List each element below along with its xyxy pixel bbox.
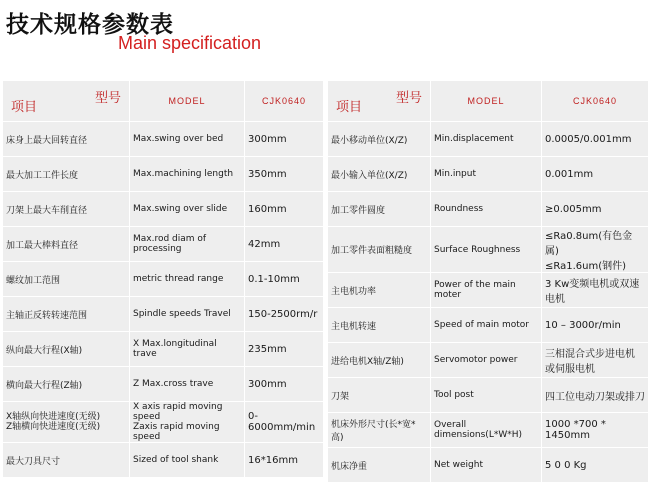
spec-name-cn-line2: Z轴横向快进速度(无级) bbox=[6, 422, 101, 432]
spec-name-en: Sized of tool shank bbox=[130, 443, 245, 478]
header-model-number: CJK0640 bbox=[542, 81, 649, 122]
spec-name-cn: 机床外形尺寸(长*宽*高) bbox=[328, 413, 431, 448]
table-row bbox=[328, 227, 649, 273]
page-title-en: Main specification bbox=[118, 33, 262, 53]
spec-name-en bbox=[130, 402, 245, 443]
spec-name-en: Min.displacement bbox=[431, 122, 542, 157]
spec-name-cn: 加工零件圆度 bbox=[328, 192, 431, 227]
spec-name-en: Speed of main motor bbox=[431, 308, 542, 343]
spec-value: 42mm bbox=[245, 227, 324, 262]
spec-value: 160mm bbox=[245, 192, 324, 227]
table-header-row bbox=[3, 81, 324, 122]
spec-table-left bbox=[2, 80, 324, 478]
table-row bbox=[328, 448, 649, 483]
header-model-number: CJK0640 bbox=[245, 81, 324, 122]
header-item-label: 项目 bbox=[11, 100, 38, 115]
spec-name-cn: 最大加工工件长度 bbox=[3, 157, 130, 192]
spec-name-en: Max.swing over slide bbox=[130, 192, 245, 227]
table-row bbox=[328, 192, 649, 227]
header-model-cn: 型号 bbox=[94, 91, 121, 106]
spec-name-en: metric thread range bbox=[130, 262, 245, 297]
header-item-label: 项目 bbox=[336, 100, 363, 115]
spec-name-en: Min.input bbox=[431, 157, 542, 192]
spec-name-cn: 机床净重 bbox=[328, 448, 431, 483]
spec-value: 3 Kw变频电机或双速电机 bbox=[542, 273, 649, 308]
table-row bbox=[3, 227, 324, 262]
spec-value: 10 – 3000r/min bbox=[542, 308, 649, 343]
spec-name-en: Overall dimensions(L*W*H) bbox=[431, 413, 542, 448]
table-header-row bbox=[328, 81, 649, 122]
spec-value: 四工位电动刀架或排刀 bbox=[542, 378, 649, 413]
table-row bbox=[3, 262, 324, 297]
spec-name-cn: 主电机转速 bbox=[328, 308, 431, 343]
spec-value: 0.0005/0.001mm bbox=[542, 122, 649, 157]
spec-name-en: X Max.longitudinal trave bbox=[130, 332, 245, 367]
spec-table-right bbox=[327, 80, 649, 483]
spec-name-en-line1: X axis rapid moving speed bbox=[133, 402, 223, 422]
header-model-cn: 型号 bbox=[395, 91, 422, 106]
spec-name-cn: 刀架上最大车削直径 bbox=[3, 192, 130, 227]
table-row bbox=[328, 157, 649, 192]
table-row bbox=[328, 122, 649, 157]
spec-name-en: Servomotor power bbox=[431, 343, 542, 378]
header-model-label: MODEL bbox=[431, 81, 542, 122]
spec-name-en: Surface Roughness bbox=[431, 227, 542, 273]
spec-value: 0.001mm bbox=[542, 157, 649, 192]
spec-name-en: Power of the main moter bbox=[431, 273, 542, 308]
spec-value: 0-6000mm/min bbox=[245, 402, 324, 443]
spec-name-cn: 进给电机X轴/Z轴) bbox=[328, 343, 431, 378]
header-item-cell bbox=[328, 81, 431, 122]
spec-value bbox=[542, 343, 649, 378]
table-row bbox=[3, 332, 324, 367]
spec-value-line2: ≤Ra1.6um(钢件) bbox=[545, 261, 627, 272]
spec-value: 350mm bbox=[245, 157, 324, 192]
spec-name-cn: 加工最大棒料直径 bbox=[3, 227, 130, 262]
spec-name-en: Tool post bbox=[431, 378, 542, 413]
spec-value-line1: ≤Ra0.8um(有色金属) bbox=[545, 231, 633, 257]
spec-name-cn: 床身上最大回转直径 bbox=[3, 122, 130, 157]
page-title-cn: 技术规格参数表 bbox=[6, 12, 174, 38]
spec-name-cn: 主轴正反转转速范围 bbox=[3, 297, 130, 332]
table-row bbox=[3, 443, 324, 478]
table-row bbox=[328, 343, 649, 378]
spec-name-cn-line1: X轴纵向快进速度(无级) bbox=[6, 412, 101, 422]
spec-value: ≥0.005mm bbox=[542, 192, 649, 227]
header-model-label: MODEL bbox=[130, 81, 245, 122]
spec-value: 235mm bbox=[245, 332, 324, 367]
spec-value: 1000 *700 * 1450mm bbox=[542, 413, 649, 448]
table-row bbox=[328, 273, 649, 308]
table-row bbox=[3, 297, 324, 332]
spec-name-en: Z Max.cross trave bbox=[130, 367, 245, 402]
table-row bbox=[328, 378, 649, 413]
spec-name-en: Max.rod diam of processing bbox=[130, 227, 245, 262]
spec-name-en: Max.swing over bed bbox=[130, 122, 245, 157]
spec-name-cn: 最小移动单位(X/Z) bbox=[328, 122, 431, 157]
table-row bbox=[3, 367, 324, 402]
spec-value-line1: 三相混合式步进电机 bbox=[545, 349, 635, 360]
header-item-cell bbox=[3, 81, 130, 122]
spec-name-cn: 螺纹加工范围 bbox=[3, 262, 130, 297]
spec-name-cn: 最大刀具尺寸 bbox=[3, 443, 130, 478]
table-row bbox=[328, 413, 649, 448]
spec-name-en: Spindle speeds Travel bbox=[130, 297, 245, 332]
spec-name-en-line2: Zaxis rapid moving speed bbox=[133, 422, 220, 442]
spec-value: 0.1-10mm bbox=[245, 262, 324, 297]
table-row bbox=[328, 308, 649, 343]
spec-value: 300mm bbox=[245, 367, 324, 402]
spec-name-en: Roundness bbox=[431, 192, 542, 227]
spec-name-cn: 纵向最大行程(X轴) bbox=[3, 332, 130, 367]
spec-name-en: Max.machining length bbox=[130, 157, 245, 192]
spec-value: 16*16mm bbox=[245, 443, 324, 478]
spec-value: 150-2500rm/r bbox=[245, 297, 324, 332]
table-row bbox=[3, 157, 324, 192]
table-row bbox=[3, 192, 324, 227]
spec-value: 300mm bbox=[245, 122, 324, 157]
spec-name-cn: 刀架 bbox=[328, 378, 431, 413]
spec-name-cn: 最小输入单位(X/Z) bbox=[328, 157, 431, 192]
table-row bbox=[3, 402, 324, 443]
spec-name-cn bbox=[3, 402, 130, 443]
spec-value: 5 0 0 Kg bbox=[542, 448, 649, 483]
spec-name-cn: 加工零件表面粗糙度 bbox=[328, 227, 431, 273]
spec-value-line2: 或伺服电机 bbox=[545, 364, 595, 375]
spec-value bbox=[542, 227, 649, 273]
table-row bbox=[3, 122, 324, 157]
spec-name-cn: 主电机功率 bbox=[328, 273, 431, 308]
spec-name-en: Net weight bbox=[431, 448, 542, 483]
spec-name-cn: 横向最大行程(Z轴) bbox=[3, 367, 130, 402]
